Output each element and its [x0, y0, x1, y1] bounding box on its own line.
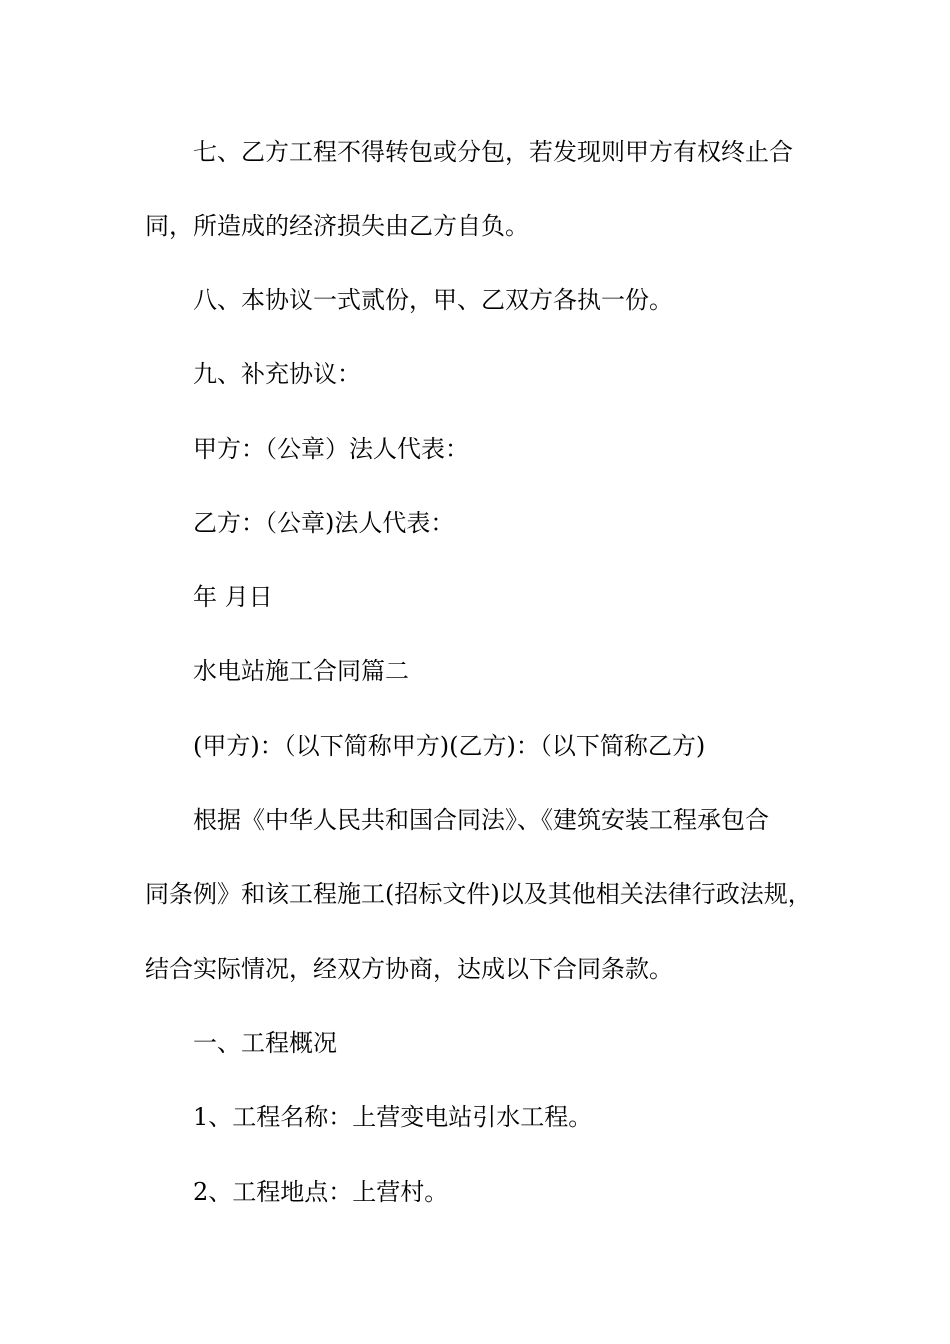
clause-9: 九、补充协议：	[193, 360, 361, 388]
project-location: 2、工程地点：上营村。	[193, 1178, 449, 1206]
parties-line: (甲方)：（以下简称甲方)(乙方)：（以下简称乙方)	[193, 732, 706, 760]
preamble-line-1: 根据《中华人民共和国合同法》、《建筑安装工程承包合	[193, 806, 769, 834]
preamble-line-3: 结合实际情况，经双方协商，达成以下合同条款。	[145, 955, 673, 983]
clause-8: 八、本协议一式贰份，甲、乙双方各执一份。	[193, 286, 673, 314]
heading-project-overview: 一、工程概况	[193, 1029, 337, 1057]
preamble-line-2: 同条例》和该工程施工(招标文件)以及其他相关法律行政法规，	[145, 880, 812, 908]
project-name: 1、工程名称：上营变电站引水工程。	[193, 1103, 593, 1131]
clause-7-line-1: 七、乙方工程不得转包或分包，若发现则甲方有权终止合	[193, 138, 793, 166]
party-a-signature: 甲方：（公章）法人代表：	[193, 435, 469, 463]
section-title: 水电站施工合同篇二	[193, 657, 409, 685]
date-line: 年 月日	[193, 583, 273, 611]
party-b-signature: 乙方：（公章)法人代表：	[193, 509, 455, 537]
clause-7-line-2: 同，所造成的经济损失由乙方自负。	[145, 212, 529, 240]
